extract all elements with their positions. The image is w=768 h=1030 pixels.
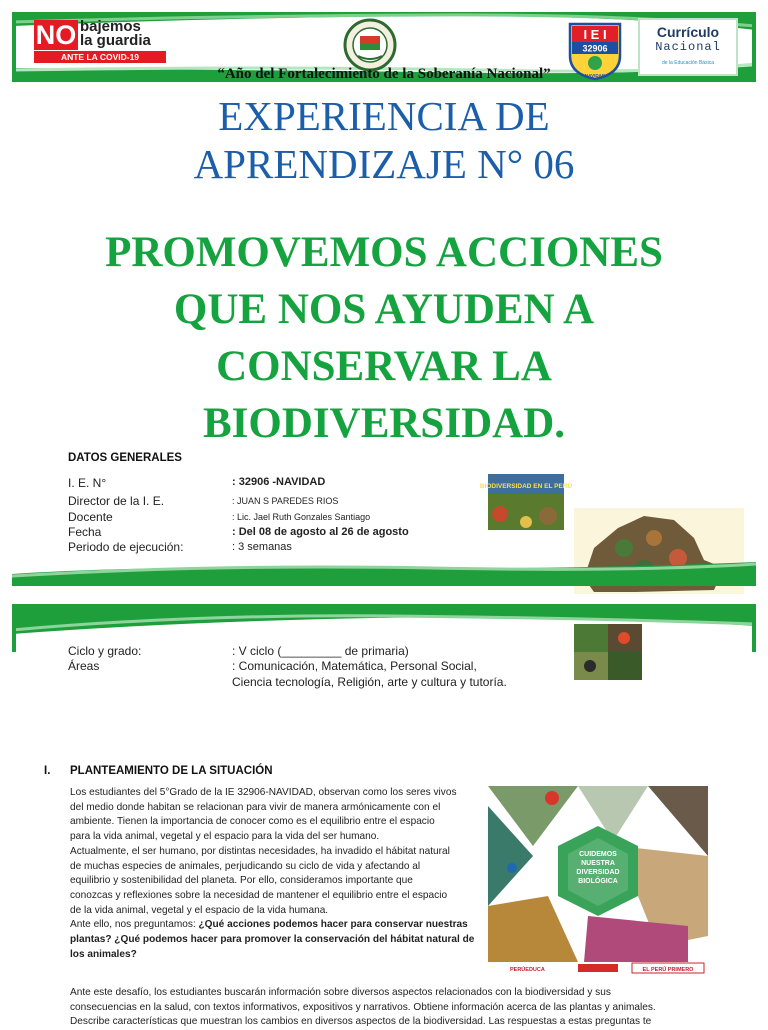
situacion-paragraph-1	[70, 786, 480, 962]
dg-value-docente: : Lic. Jael Ruth Gonzales Santiago	[232, 512, 371, 522]
curriculo-line-2: Nacional	[655, 40, 721, 54]
dg-value-ie: : 32906 -NAVIDAD	[232, 476, 326, 488]
dg-value-periodo: : 3 semanas	[232, 541, 292, 553]
p1-line: de la vida animal, vegetal y el espacio de la vida humana.	[70, 904, 329, 916]
campaign-line-1: bajemos	[80, 18, 141, 35]
question-2: plantas? ¿Qué podemos hacer para promover la conservación del hábitat natural de	[70, 934, 475, 946]
no-bajemos-la-guardia-logo	[34, 20, 166, 62]
question-1: ¿Qué acciones podemos hacer para conservar nuestras	[198, 919, 468, 931]
situacion-paragraph-2	[70, 986, 706, 1030]
campaign-line-2: la guardia	[80, 32, 151, 49]
p1-line: para la vida animal, vegetal y el espacio para la vida del ser humano.	[70, 831, 380, 843]
curriculo-line-1: Currículo	[656, 24, 720, 40]
campaign-text	[80, 20, 151, 48]
datos-generales-heading: DATOS GENERALES	[68, 452, 182, 464]
dg-label-fecha: Fecha	[68, 525, 102, 539]
p1-line: equilibrio y sostenibilidad del planeta. Por ello, consideramos importante que	[70, 875, 413, 887]
ciclo-label: Ciclo y grado:	[68, 644, 142, 658]
animals-collage-icon	[574, 624, 642, 680]
document-subtitle	[0, 224, 768, 452]
situacion-heading: PLANTEAMIENTO DE LA SITUACIÓN	[70, 765, 273, 777]
p1-line: ambiente. Tienen la importancia de conocer como es el equilibrio entre el espacio	[70, 816, 435, 828]
svg-text:PERÚEDUCA: PERÚEDUCA	[510, 967, 545, 973]
areas-label: Áreas	[68, 659, 100, 673]
subtitle-line-2: QUE NOS AYUDEN A	[173, 286, 595, 333]
svg-text:32906: 32906	[582, 43, 608, 54]
dg-label-docente: Docente	[68, 510, 113, 524]
biodiversidad-peru-photo	[479, 474, 573, 530]
p2-line: Describe características que muestran los cambios en diversos aspectos de la biodiversidad. Las respuestas a estas preguntas te	[70, 1016, 652, 1028]
campaign-sub: ANTE LA COVID-19	[34, 51, 166, 63]
p1-line: conozcas y reflexiones sobre la necesidad de mantener el equilibrio entre el espacio	[70, 889, 448, 901]
dg-label-director: Director de la I. E.	[68, 494, 165, 508]
p1-line: del medio donde habitan se relacionan para vivir de manera armónicamente con el	[70, 801, 441, 813]
subtitle-line-4: BIODIVERSIDAD.	[203, 400, 565, 447]
p1-line: Actualmente, el ser humano, por distintas necesidades, ha invadido el hábitat natural	[70, 845, 450, 857]
areas-value: : Comunicación, Matemática, Personal Social,	[232, 659, 477, 673]
areas-value-cont: Ciencia tecnología, Religión, arte y cultura y tutoría.	[232, 675, 507, 689]
ciclo-value: : V ciclo (_________ de primaria)	[232, 644, 409, 658]
datos-bottom-wave	[12, 560, 756, 586]
question-3: los animales?	[70, 948, 137, 960]
dg-value-fecha: : Del 08 de agosto al 26 de agosto	[232, 526, 409, 538]
year-motto: “Año del Fortalecimiento de la Soberanía Nacional”	[217, 66, 551, 82]
p1-line: Los estudiantes del 5°Grado de la IE 32906-NAVIDAD, observan como los seres vivos	[70, 787, 457, 798]
biodiversity-poster	[488, 786, 708, 974]
p2-line: Ante este desafío, los estudiantes buscarán información sobre diversos aspectos relacionados con la biodiversidad y sus	[70, 987, 611, 998]
subtitle-line-1: PROMOVEMOS ACCIONES	[105, 229, 663, 276]
svg-text:I E I: I E I	[583, 27, 607, 42]
title-line-1: EXPERIENCIA DE	[218, 93, 550, 139]
curriculo-line-3: de la Educación Básica	[662, 60, 714, 66]
dg-label-ie: I. E. N°	[68, 476, 107, 490]
section-number: I.	[44, 765, 51, 777]
p2-line: consecuencias en la salud, con textos informativos, expositivos y narrativos. Obtiene información acerca de las plantas y animales.	[70, 1001, 656, 1013]
dg-label-periodo: Periodo de ejecución:	[68, 540, 184, 554]
svg-text:EL PERÚ PRIMERO: EL PERÚ PRIMERO	[642, 967, 694, 973]
svg-text:NAVIDAD: NAVIDAD	[584, 73, 606, 78]
question-line-1	[70, 918, 480, 933]
no-mark: NO	[35, 20, 77, 50]
question-intro: Ante ello, nos preguntamos:	[70, 919, 199, 931]
subtitle-line-3: CONSERVAR LA	[216, 343, 552, 390]
school-seal-icon	[340, 18, 400, 72]
dg-value-director: : JUAN S PAREDES RIOS	[232, 496, 339, 506]
document-title	[0, 92, 768, 188]
title-line-2: APRENDIZAJE N° 06	[193, 141, 575, 187]
p1-line: de muchas especies de animales, perjudicando su ciclo de vida y afectando al	[70, 860, 421, 872]
poster-center-text: CUIDEMOS NUESTRA DIVERSIDAD BIOLÓGICA	[576, 851, 620, 885]
svg-text:BIODIVERSIDAD EN EL PERÚ: BIODIVERSIDAD EN EL PERÚ	[479, 483, 573, 490]
